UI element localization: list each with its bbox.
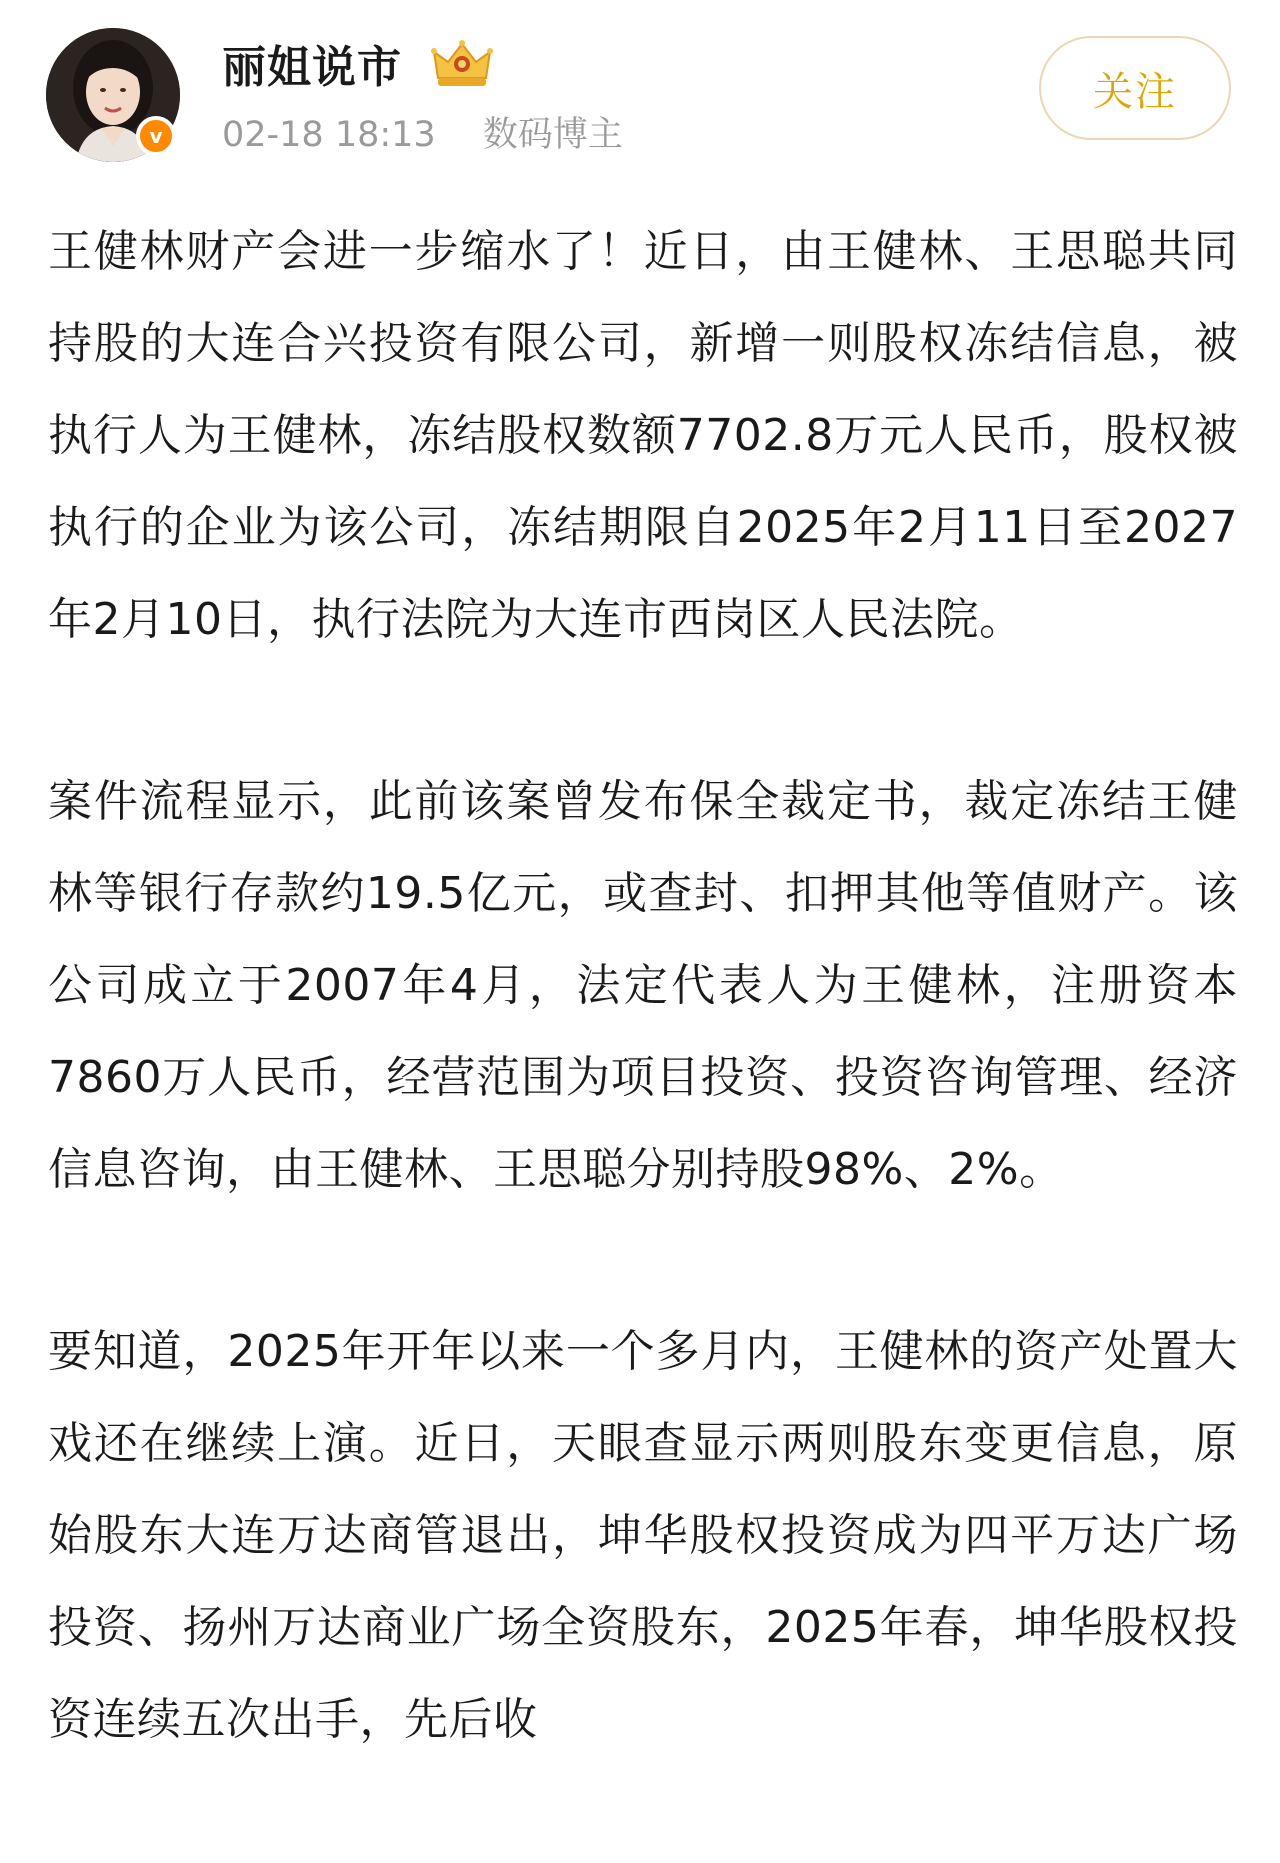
post-meta (222, 110, 623, 160)
crown-icon (430, 38, 494, 90)
post-header (0, 0, 1280, 170)
post-time: 02-18 18:13 (222, 115, 436, 155)
follow-button[interactable]: 关注 (1039, 36, 1231, 140)
user-tag: 数码博主 (482, 115, 623, 155)
verified-badge-label: v (149, 124, 163, 148)
post-paragraph-3: 要知道，2025年开年以来一个多月内，王健林的资产处置大戏还在继续上演。近日，天眼查显示两则股东变更信息，原始股东大连万达商管退出，坤华股权投资成为四平万达广场投资、扬州万达商业广场全资股东，2025年春，坤华股权投资连续五次出手，先后收 (48, 1326, 1238, 1745)
post-content (48, 206, 1238, 1856)
verified-v-icon (136, 116, 176, 156)
post-paragraph-2: 案件流程显示，此前该案曾发布保全裁定书，裁定冻结王健林等银行存款约19.5亿元，或查封、扣押其他等值财产。该公司成立于2007年4月，法定代表人为王健林，注册资本7860万人民币，经营范围为项目投资、投资咨询管理、经济信息咨询，由王健林、王思聪分别持股98%、2%。 (48, 776, 1238, 1195)
user-name[interactable]: 丽姐说市 (222, 42, 402, 93)
post-paragraph-1: 王健林财产会进一步缩水了！近日，由王健林、王思聪共同持股的大连合兴投资有限公司，新增一则股权冻结信息，被执行人为王健林，冻结股权数额7702.8万元人民币，股权被执行的企业为该公司，冻结期限自2025年2月11日至2027年2月10日，执行法院为大连市西岗区人民法院。 (48, 226, 1238, 645)
